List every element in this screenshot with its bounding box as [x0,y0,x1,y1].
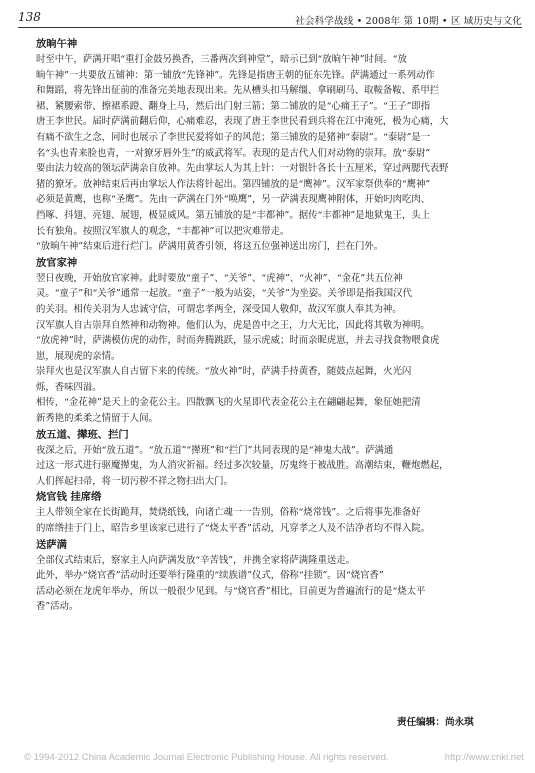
section-heading: 送萨满 [36,538,67,551]
article-body [36,36,522,615]
text-line: 香”活动。 [36,601,79,613]
text-line: 必须是黄鹰，也称“圣鹰”。先由一萨满在门外“唤鹰”，另一萨满表现鹰神附体，开始叼肉吃肉、 [36,194,431,206]
text-line: 唐王李世民。届时萨满前翻后仰，心痛难忍，表现了唐王李世民看到兵将在江中淹死，极为心痛，大 [36,116,449,128]
text-line: 崇拜火也是汉军旗人自古留下来的传统。“放火神”时，萨满手持黄香，随鼓点起舞，火光闪 [36,366,412,378]
section-heading: 放晌午神 [36,38,78,50]
text-line: 汉军旗人自古崇拜自然神和动物神。他们认为，虎是兽中之王，力大无比，因此将其敬为神明。 [36,319,430,331]
section-heading: 烧官钱 挂席绺 [36,491,102,504]
text-line: 夜深之后，开始“放五道”。“放五道”“撵班”和“拦门”共同表现的是“神鬼大战”。萨满通 [36,444,394,456]
text-line: 猪的獠牙。放神结束后再由掌坛人作法将针起出。第四铺放的是“鹰神”。汉军家祭供奉的“鹰神” [36,178,431,190]
paragraph [36,364,522,395]
text-line: 崽，展现虎的亲情。 [36,350,121,362]
header-rule [18,27,522,28]
text-line: 裙、紧腰索带、擦裙系蹬、翻身上马，然后出门射三箭；第二铺放的是“心痛王子”。“王子”即指 [36,100,431,112]
text-line: 烁，香味四溢。 [36,381,102,393]
text-line: 活动必须在龙虎年举办，所以一般很少见到。与“烧官香”相比，目前更为普遍流行的是“烧太平 [36,585,426,597]
text-line: 长有独角。按照汉军旗人的观念，“丰都神”可以把灾难带走。 [36,225,290,237]
text-line: 相传，“金花神”是天上的金花公主。四散飘飞的火星即代表金花公主在翩翩起舞，象征她把清 [36,397,421,409]
paragraph [36,553,522,569]
text-line: 灵。“童子”和“关爷”通常一起放。“童子”一般为站姿，“关爷”为坐姿。关爷即是指我国汉代 [36,288,412,300]
text-line: 过这一形式进行驱魔撵鬼，为人消灾祈福。经过多次较量，厉鬼终于被战胜。高潮结束，鞭炮燃起， [36,460,449,472]
text-line: “放虎神”时，萨满模仿虎的动作，时而奔腾跳跃，显示虎威；时而亲昵虎崽，并去寻找食物喂食虎 [36,335,440,347]
text-line: 此外，举办“烧官香”活动时还要举行隆重的“续族谱”仪式，俗称“挂锁”。因“烧官香” [36,570,384,582]
paragraph [36,568,522,615]
text-line: 要由法力较高的领坛萨满亲自放神。先由掌坛人为其上针：一对银针各长十五厘米，穿过两腮代表野 [36,163,449,175]
paragraph [36,239,522,255]
text-line: 新秀艳的柔柔之情留于人间。 [36,413,158,425]
paragraph [36,505,522,536]
running-head: 社会科学战线 • 2008年 第 10期 • 区 域历史与文化 [295,16,522,27]
section-heading: 放官家神 [36,256,78,269]
paragraph [36,318,522,365]
paragraph [36,395,522,426]
text-line: 全部仪式结束后，察家主人向萨满发放“辛苦钱”，并携全家将萨满隆重送走。 [36,554,355,566]
text-line: 的关羽。相传关羽为人忠诚守信，可谓忠孝两全，深受国人敬仰，故汉军旗人奉其为神。 [36,303,402,315]
text-line: 名“头也青来脸也青，一对獠牙唇外生”的威武将军。表现的是古代人们对动物的崇拜。放“泰尉” [36,147,431,159]
text-line: 时至中午，萨满开唱“重打金鼓另换香，三番两次到神堂”，暗示已到“放晌午神”时间。“放 [36,54,407,65]
section-heading: 放五道、撵班、拦门 [36,428,129,441]
text-line: 和舞蹈，将先锋出征前的准备完美地表现出来。先从槽头扣马解缰、拿刷刷马、取鞍备鞍、系甲拦 [36,85,440,97]
text-line: 人们挥起扫帚，将一切污秽不祥之物扫出大门。 [36,475,233,487]
text-line: 翌日夜晚，开始放官家神。此时要放“童子”、“关爷”、“虎神”、“火神”、“金花”共五位神 [36,272,403,284]
paragraph [36,52,522,239]
text-line: 挡啄、抖翅、亮翅、展翅，极显威风。第五铺放的是“丰都神”。据传“丰都神”是地狱鬼王，头上 [36,209,431,221]
text-line: 主人带领全家在长街跪拜，焚烧纸钱，向诸亡魂一一告别，俗称“烧常钱”。之后将事先准备好 [36,507,421,519]
text-line: “放晌午神”结束后进行烂门。萨满用黄香引领，将这五位强神送出房门，拦在门外。 [36,241,384,253]
text-line: 有痛不欲生之念，同时也展示了李世民爱将如子的风范；第三铺放的是猪神“泰尉”。“泰尉”是一 [36,131,431,143]
copyright-notice: © 1994-2012 China Academic Journal Electronic Publishing House. All rights reserved. [24,752,389,763]
text-line: 晌午神”一共要放五铺神：第一铺放“先锋神”。先锋是指唐王朝的征东先锋。萨满通过一系列动作 [36,69,435,81]
text-line: 的席绺挂于门上，昭告乡里该家已进行了“烧太平香”活动，凡穿孝之人及不洁净者均不得入院。 [36,523,430,535]
page-number: 138 [18,10,41,24]
editor-credit: 责任编辑：尚永琪 [397,717,474,728]
paragraph [36,443,522,490]
paragraph [36,271,522,318]
footer-url: http://www.cnki.net [444,752,524,763]
